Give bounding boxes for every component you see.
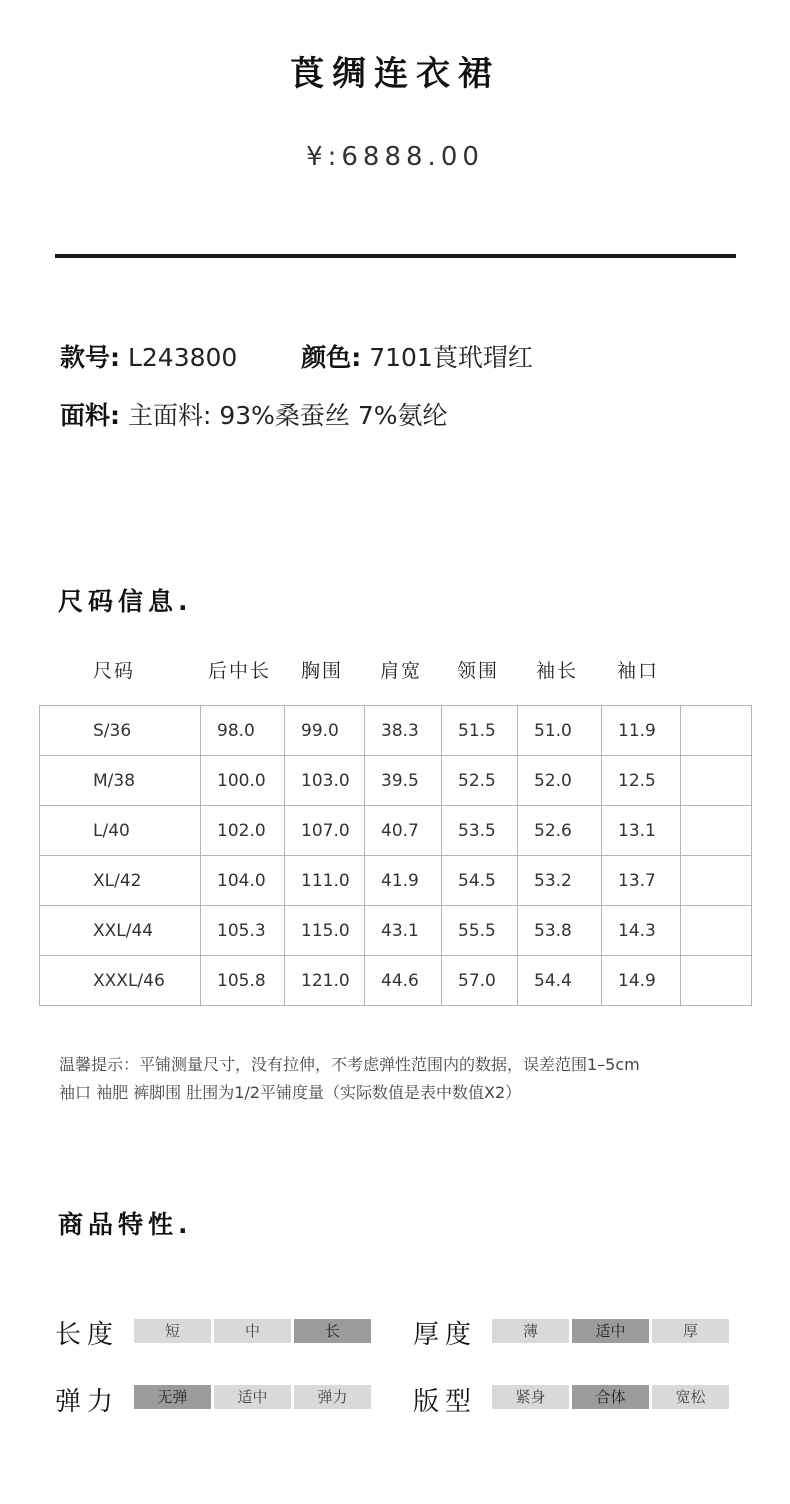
size-tip-line-2: 袖口 袖肥 裤脚围 肚围为1/2平铺度量（实际数值是表中数值X2） — [59, 1083, 522, 1102]
feature-option: 适中 — [214, 1385, 291, 1409]
measurement-cell — [681, 706, 752, 756]
feature-label-fit: 版型 — [413, 1387, 478, 1417]
measurement-cell: 40.7 — [365, 806, 442, 856]
size-cell: S/36 — [40, 706, 201, 756]
measurement-cell: 54.5 — [442, 856, 518, 906]
size-cell: L/40 — [40, 806, 201, 856]
feature-option: 无弹 — [134, 1385, 211, 1409]
measurement-cell — [681, 756, 752, 806]
feature-option: 宽松 — [652, 1385, 729, 1409]
measurement-cell: 104.0 — [201, 856, 285, 906]
measurement-cell: 103.0 — [285, 756, 365, 806]
measurement-cell: 111.0 — [285, 856, 365, 906]
measurement-cell: 14.3 — [602, 906, 681, 956]
feature-option: 中 — [214, 1319, 291, 1343]
col-header-size: 尺码 — [93, 660, 136, 682]
col-header-length: 后中长 — [208, 660, 272, 682]
feature-option: 适中 — [572, 1319, 649, 1343]
color-label: 颜色: — [301, 343, 362, 372]
size-cell: XXXL/46 — [40, 956, 201, 1006]
measurement-cell: 13.1 — [602, 806, 681, 856]
feature-label-thickness: 厚度 — [413, 1320, 478, 1350]
measurement-cell: 14.9 — [602, 956, 681, 1006]
feature-option: 厚 — [652, 1319, 729, 1343]
measurement-cell — [681, 906, 752, 956]
feature-option: 薄 — [492, 1319, 569, 1343]
table-row — [40, 906, 752, 956]
feature-option: 合体 — [572, 1385, 649, 1409]
measurement-cell: 53.5 — [442, 806, 518, 856]
col-header-shoulder: 肩宽 — [380, 660, 423, 682]
measurement-cell: 52.6 — [518, 806, 602, 856]
measurement-cell — [681, 956, 752, 1006]
measurement-cell: 38.3 — [365, 706, 442, 756]
table-row — [40, 806, 752, 856]
size-cell: XXL/44 — [40, 906, 201, 956]
measurement-cell: 54.4 — [518, 956, 602, 1006]
feature-label-elasticity: 弹力 — [55, 1387, 120, 1417]
col-header-sleeve-length: 袖长 — [536, 660, 579, 682]
measurement-cell: 121.0 — [285, 956, 365, 1006]
divider — [55, 254, 736, 258]
measurement-cell: 115.0 — [285, 906, 365, 956]
size-section-title: 尺码信息. — [58, 587, 193, 616]
feature-scale-fit — [492, 1385, 729, 1409]
style-value: L243800 — [127, 343, 238, 372]
color-value: 7101莨玳瑁红 — [369, 343, 533, 372]
fabric-value: 主面料: 93%桑蚕丝 7%氨纶 — [127, 401, 448, 430]
size-table — [39, 705, 752, 1006]
measurement-cell: 102.0 — [201, 806, 285, 856]
measurement-cell: 53.8 — [518, 906, 602, 956]
measurement-cell: 100.0 — [201, 756, 285, 806]
measurement-cell: 53.2 — [518, 856, 602, 906]
feature-scale-length — [134, 1319, 371, 1343]
table-row — [40, 756, 752, 806]
feature-option: 紧身 — [492, 1385, 569, 1409]
size-tip-line-1: 温馨提示：平铺测量尺寸，没有拉伸，不考虑弹性范围内的数据，误差范围1–5cm — [59, 1055, 640, 1074]
style-label: 款号: — [60, 343, 120, 372]
measurement-cell: 41.9 — [365, 856, 442, 906]
features-section-title: 商品特性. — [58, 1210, 193, 1239]
measurement-cell: 52.0 — [518, 756, 602, 806]
measurement-cell: 57.0 — [442, 956, 518, 1006]
feature-label-length: 长度 — [55, 1320, 120, 1350]
feature-scale-elasticity — [134, 1385, 371, 1409]
measurement-cell: 51.5 — [442, 706, 518, 756]
size-cell: M/38 — [40, 756, 201, 806]
feature-option: 弹力 — [294, 1385, 371, 1409]
measurement-cell — [681, 806, 752, 856]
measurement-cell: 105.8 — [201, 956, 285, 1006]
col-header-cuff: 袖口 — [617, 660, 660, 682]
style-color-line — [60, 338, 533, 374]
table-row — [40, 706, 752, 756]
col-header-collar: 领围 — [457, 660, 500, 682]
table-row — [40, 956, 752, 1006]
measurement-cell: 52.5 — [442, 756, 518, 806]
measurement-cell: 55.5 — [442, 906, 518, 956]
size-cell: XL/42 — [40, 856, 201, 906]
measurement-cell: 39.5 — [365, 756, 442, 806]
measurement-cell: 43.1 — [365, 906, 442, 956]
measurement-cell: 12.5 — [602, 756, 681, 806]
col-header-bust: 胸围 — [301, 660, 344, 682]
fabric-line — [60, 396, 448, 432]
measurement-cell: 107.0 — [285, 806, 365, 856]
measurement-cell: 105.3 — [201, 906, 285, 956]
table-row — [40, 856, 752, 906]
measurement-cell: 99.0 — [285, 706, 365, 756]
measurement-cell: 13.7 — [602, 856, 681, 906]
measurement-cell: 11.9 — [602, 706, 681, 756]
measurement-cell: 51.0 — [518, 706, 602, 756]
product-price: ¥:6888.00 — [306, 142, 484, 172]
product-title: 莨绸连衣裙 — [290, 54, 500, 94]
measurement-cell: 44.6 — [365, 956, 442, 1006]
measurement-cell — [681, 856, 752, 906]
measurement-cell: 98.0 — [201, 706, 285, 756]
feature-option: 短 — [134, 1319, 211, 1343]
feature-option: 长 — [294, 1319, 371, 1343]
fabric-label: 面料: — [60, 401, 120, 430]
feature-scale-thickness — [492, 1319, 729, 1343]
